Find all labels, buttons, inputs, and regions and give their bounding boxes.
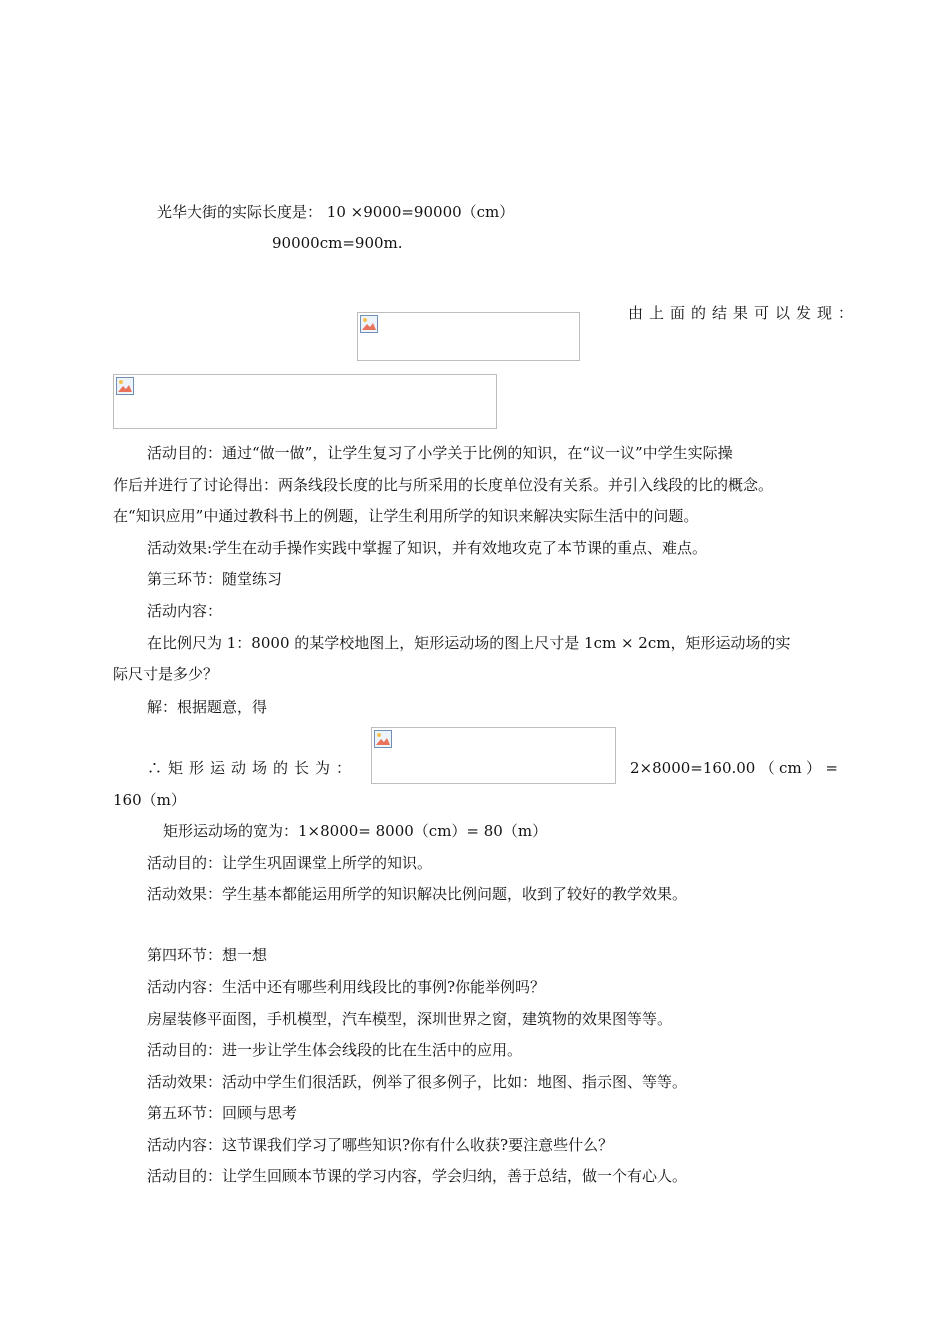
text-line: 活动内容：生活中还有哪些利用线段比的事例?你能举例吗？ bbox=[147, 978, 546, 996]
image-placeholder bbox=[113, 374, 497, 429]
section-heading: 第三环节：随堂练习 bbox=[147, 570, 283, 588]
text-line: 房屋装修平面图，手机模型，汽车模型，深圳世界之窗，建筑物的效果图等等。 bbox=[147, 1010, 673, 1028]
formula-part: （ bbox=[759, 759, 775, 777]
text-line: 90000cm=900m. bbox=[272, 234, 403, 252]
text-line: ∴矩形运动场的长为： bbox=[147, 759, 358, 777]
text-line: 活动目的：进一步让学生体会线段的比在生活中的应用。 bbox=[147, 1041, 523, 1059]
text-line: 活动目的：让学生巩固课堂上所学的知识。 bbox=[147, 854, 433, 872]
formula-part: = bbox=[825, 759, 838, 777]
text-line: 活动效果:学生在动手操作实践中掌握了知识，并有效地攻克了本节课的重点、难点。 bbox=[147, 539, 708, 557]
broken-image-icon bbox=[116, 377, 134, 395]
formula-part: 2×8000=160.00 bbox=[630, 759, 756, 777]
broken-image-icon bbox=[360, 315, 378, 333]
text-line: 光华大街的实际长度是： 10 ×9000=90000（cm） bbox=[157, 203, 515, 221]
text-line: 活动效果：学生基本都能运用所学的知识解决比例问题，收到了较好的教学效果。 bbox=[147, 885, 688, 903]
text-line: 活动效果：活动中学生们很活跃，例举了很多例子，比如：地图、指示图、等等。 bbox=[147, 1073, 688, 1091]
text-line: 作后并进行了讨论得出：两条线段长度的比与所采用的长度单位没有关系。并引入线段的比的概念。 bbox=[113, 476, 774, 494]
text-line: 在比例尺为 1：8000 的某学校地图上，矩形运动场的图上尺寸是 1cm × 2cm，矩形运动场的实 bbox=[147, 634, 791, 652]
formula-part: cm bbox=[779, 759, 802, 777]
broken-image-icon bbox=[374, 730, 392, 748]
text-line: 活动目的：让学生回顾本节课的学习内容，学会归纳，善于总结，做一个有心人。 bbox=[147, 1167, 688, 1185]
formula-line bbox=[630, 758, 838, 778]
image-placeholder bbox=[357, 312, 580, 361]
text-line: 际尺寸是多少？ bbox=[113, 665, 219, 683]
text-line: 活动内容：这节课我们学习了哪些知识?你有什么收获?要注意些什么？ bbox=[147, 1136, 614, 1154]
formula-part: ） bbox=[806, 759, 822, 777]
text-line: 活动内容： bbox=[147, 602, 223, 620]
text-line: 矩形运动场的宽为：1×8000= 8000（cm）= 80（m） bbox=[163, 822, 548, 840]
image-placeholder bbox=[371, 727, 616, 784]
section-heading: 第四环节：想一想 bbox=[147, 946, 268, 964]
text-line: 160（m） bbox=[113, 791, 186, 809]
text-line: 活动目的：通过“做一做”，让学生复习了小学关于比例的知识，在“议一议”中学生实际操 bbox=[147, 444, 733, 462]
text-line: 在“知识应用”中通过教科书上的例题，让学生利用所学的知识来解决实际生活中的问题。 bbox=[113, 507, 699, 525]
text-line: 解：根据题意，得 bbox=[147, 698, 268, 716]
section-heading: 第五环节：回顾与思考 bbox=[147, 1104, 298, 1122]
text-line: 由上面的结果可以发现： bbox=[628, 304, 860, 322]
